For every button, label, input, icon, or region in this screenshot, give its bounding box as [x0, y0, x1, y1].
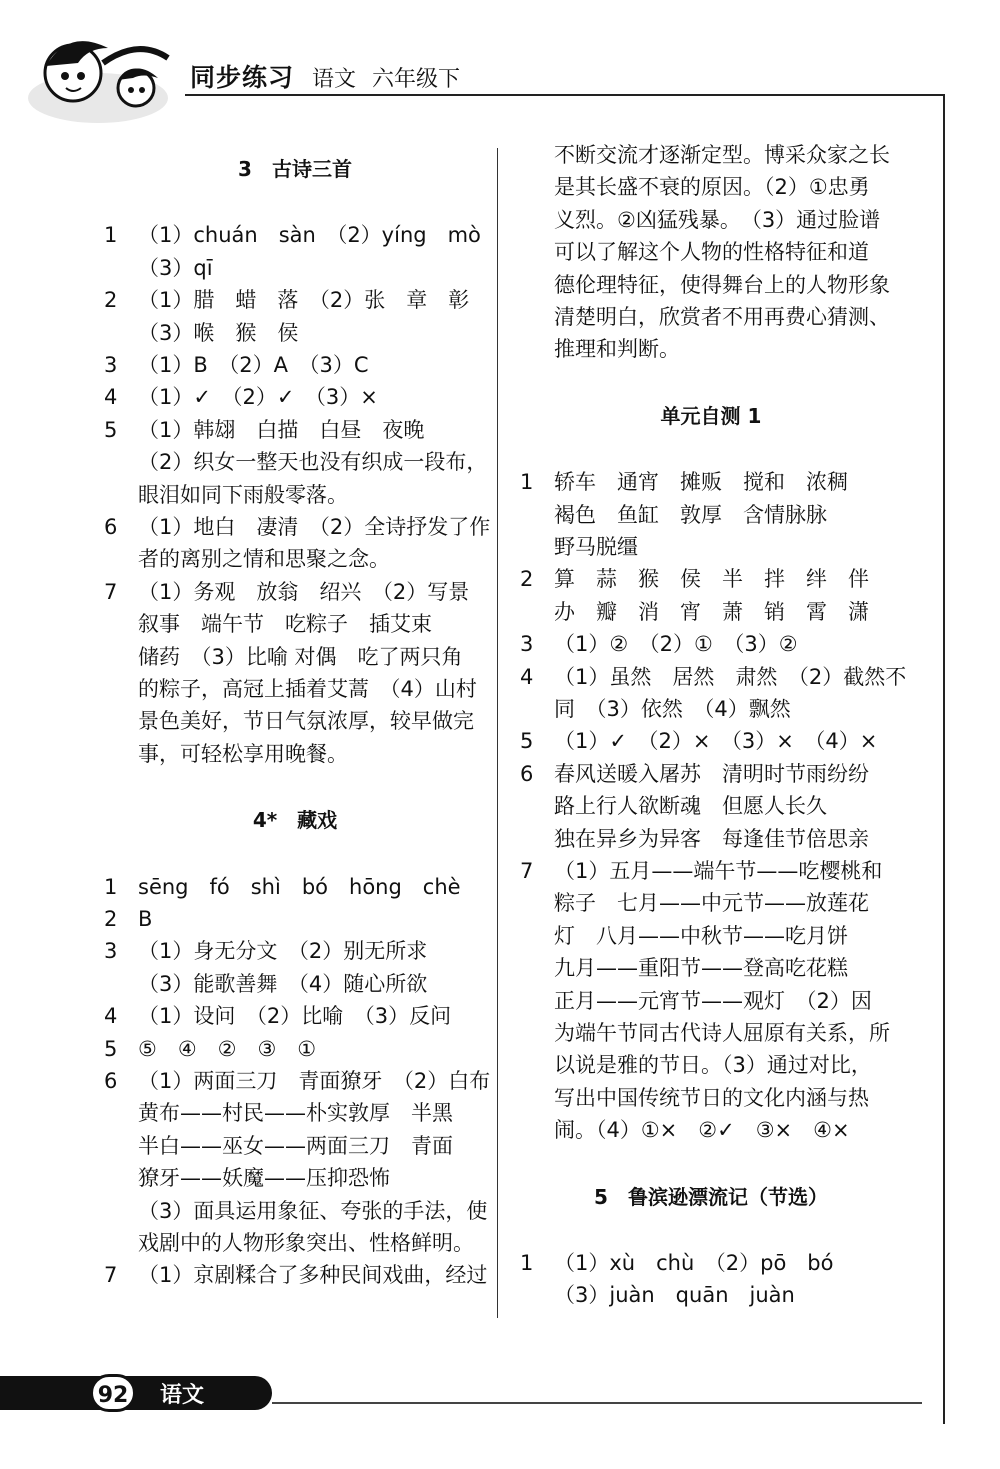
answer-line: 办 瓣 消 宵 萧 销 霄 潇 [554, 599, 869, 624]
answer-line: （1）xù chù （2）pō bó [554, 1251, 834, 1275]
answer-line: （1）两面三刀 青面獠牙 （2）白布 [138, 1069, 491, 1093]
question-number: 6 [104, 515, 118, 539]
question-number: 1 [520, 1251, 534, 1275]
header-subject: 语文 [312, 67, 357, 92]
answer-line: 春风送暖入屠苏 清明时节雨纷纷 [554, 761, 869, 786]
question-number: 5 [520, 729, 534, 754]
answer-line: 路上行人欲断魂 但愿人长久 [554, 794, 827, 819]
answer-line: （1）✓ （2）✓ （3）× [138, 385, 378, 410]
answer-line: 粽子 七月——中元节——放莲花 [554, 891, 869, 916]
question-number: 1 [520, 470, 534, 495]
footer-subject: 语文 [160, 1383, 205, 1408]
answer-line: 独在异乡为异客 每逢佳节倍思亲 [554, 826, 869, 851]
answer-line: 以说是雅的节日。（3）通过对比， [554, 1053, 872, 1078]
question-number: 2 [520, 567, 534, 592]
answer-line: （1）京剧糅合了多种民间戏曲，经过 [138, 1263, 488, 1288]
answer-line: 半白——巫女——两面三刀 青面 [138, 1133, 453, 1158]
footer-bar [0, 1376, 272, 1410]
section-heading: 5 鲁滨逊漂流记（节选） [594, 1184, 828, 1209]
answer-line: 闹。（4）①× ②✓ ③× ④× [554, 1118, 850, 1143]
answer-line: （1）设问 （2）比喻 （3）反问 [138, 1004, 452, 1029]
answer-line: （3）juàn quān juàn [554, 1283, 795, 1308]
answer-line: 者的离别之情和思聚之念。 [138, 547, 390, 572]
question-number: 5 [104, 417, 118, 442]
question-number: 4 [104, 1004, 118, 1029]
answer-line: 可以了解这个人物的性格特征和道 [554, 240, 869, 265]
section-heading: 4* 藏戏 [252, 808, 338, 833]
page-number: 92 [90, 1374, 136, 1412]
question-number: 2 [104, 288, 118, 313]
answer-line: （1）虽然 居然 肃然 （2）截然不 [554, 664, 907, 689]
answer-line: （1）地白 凄清 （2）全诗抒发了作 [138, 515, 491, 539]
question-number: 7 [520, 859, 534, 883]
question-number: 7 [104, 579, 118, 604]
question-number: 1 [104, 223, 118, 248]
answer-line: 推理和判断。 [554, 337, 680, 362]
answer-line: （1）腊 蜡 落 （2）张 章 彰 [138, 288, 470, 313]
answer-line: 写出中国传统节日的文化内涵与热 [554, 1085, 869, 1110]
answer-line: （1）chuán sàn （2）yíng mò [138, 223, 481, 248]
answer-line: （3）面具运用象征、夸张的手法，使 [138, 1198, 488, 1223]
question-number: 7 [104, 1263, 118, 1288]
answer-line: （1）韩翃 白描 白昼 夜晚 [138, 417, 425, 442]
section-heading: 3 古诗三首 [238, 157, 352, 181]
mascot-illustration [18, 18, 178, 128]
answer-line: （1）B （2）A （3）C [138, 353, 369, 377]
answer-line: 清楚明白，欣赏者不用再费心猜测、 [554, 305, 890, 329]
answer-line: 野马脱缰 [554, 535, 638, 559]
question-number: 2 [104, 907, 118, 931]
answer-line: （1）✓ （2）× （3）× （4）× [554, 729, 878, 754]
answer-line: （1）② （2）① （3）② [554, 632, 798, 657]
brand-title: 同步练习 [190, 63, 295, 92]
question-number: 6 [520, 761, 534, 786]
question-number: 4 [520, 664, 534, 689]
answer-line: （2）织女一整天也没有织成一段布， [138, 450, 488, 475]
section-heading: 单元自测 1 [660, 403, 762, 428]
answer-line: 事，可轻松享用晚餐。 [138, 741, 348, 766]
answer-line: 九月——重阳节——登高吃花糕 [554, 956, 848, 981]
question-number: 5 [104, 1036, 118, 1061]
answer-line: （1）身无分文 （2）别无所求 [138, 939, 428, 964]
answer-line: 景色美好，节日气氛浓厚，较早做完 [138, 709, 474, 734]
answer-line: 德伦理特征，使得舞台上的人物形象 [554, 272, 890, 297]
frame-right-rule [943, 94, 945, 1424]
question-number: 6 [104, 1069, 118, 1093]
answer-line: B [138, 907, 153, 931]
answer-line: 獠牙——妖魔——压抑恐怖 [138, 1166, 390, 1191]
answer-line: 不断交流才逐渐定型。博采众家之长 [554, 143, 890, 167]
answer-line: 的粽子，高冠上插着艾蒿 （4）山村 [138, 677, 477, 701]
answer-line: （3）喉 猴 侯 [138, 320, 299, 345]
question-number: 1 [104, 874, 118, 899]
answer-line: 为端午节同古代诗人屈原有关系，所 [554, 1021, 890, 1045]
answer-line: （3）能歌善舞 （4）随心所欲 [138, 971, 428, 996]
answer-line: sēng fó shì bó hōng chè [138, 874, 461, 899]
answer-line: （1）务观 放翁 绍兴 （2）写景 [138, 579, 470, 604]
question-number: 3 [104, 353, 118, 377]
answer-line: （3）qī [138, 255, 213, 280]
answer-line: 眼泪如同下雨般零落。 [138, 482, 348, 507]
question-number: 4 [104, 385, 118, 410]
header-grade: 六年级下 [372, 67, 461, 92]
answer-line: 褐色 鱼缸 敦厚 含情脉脉 [554, 502, 827, 527]
answer-line: ⑤ ④ ② ③ ① [138, 1036, 317, 1061]
answer-line: 储药 （3）比喻 对偶 吃了两只角 [138, 644, 463, 669]
column-divider [497, 148, 498, 1318]
frame-top-rule [185, 94, 945, 96]
answer-line: 黄布——村民——朴实敦厚 半黑 [138, 1101, 453, 1126]
question-number: 3 [520, 632, 534, 657]
answer-line: 叙事 端午节 吃粽子 插艾束 [138, 612, 432, 637]
answer-line: 同 （3）依然 （4）飘然 [554, 697, 791, 721]
answer-line: 戏剧中的人物形象突出、性格鲜明。 [138, 1231, 474, 1255]
page-header [0, 0, 1000, 140]
answer-line: 轿车 通宵 摊贩 搅和 浓稠 [554, 470, 848, 495]
answer-line: （1）五月——端午节——吃樱桃和 [554, 859, 883, 883]
footer-rule [272, 1402, 922, 1404]
answer-line: 义烈。②凶猛残暴。 （3）通过脸谱 [554, 207, 881, 232]
answer-line: 是其长盛不衰的原因。（2）①忠勇 [554, 175, 870, 200]
answer-line: 算 蒜 猴 侯 半 拌 绊 伴 [554, 567, 869, 592]
answer-line: 正月——元宵节——观灯 （2）因 [554, 988, 872, 1013]
answer-line: 灯 八月——中秋节——吃月饼 [554, 923, 848, 948]
question-number: 3 [104, 939, 118, 964]
